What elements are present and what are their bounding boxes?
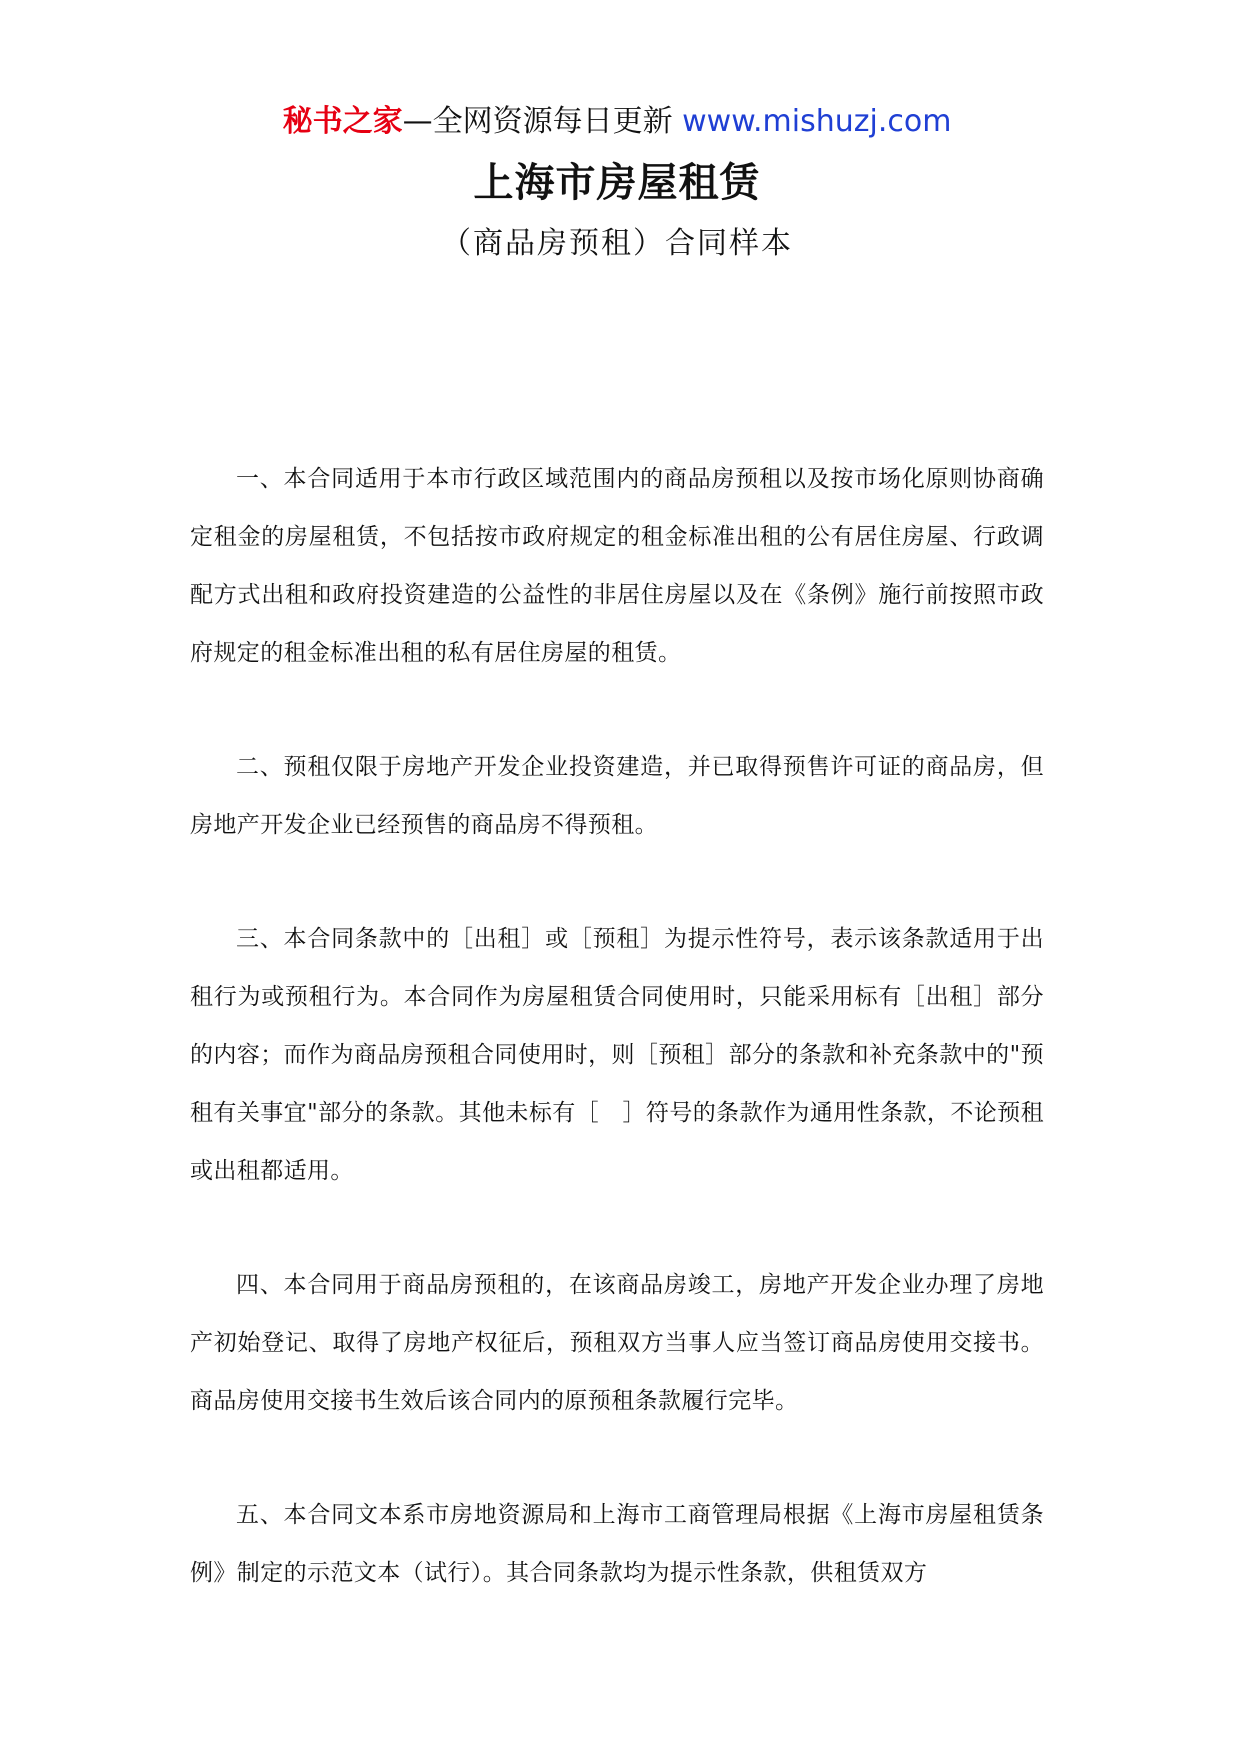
document-subtitle: （商品房预租）合同样本 <box>441 226 793 261</box>
paragraph-2: 二、预租仅限于房地产开发企业投资建造，并已取得预售许可证的商品房，但房地产开发企业已经预售的商品房不得预租。 <box>190 754 1044 838</box>
site-tagline: —全网资源每日更新 <box>402 104 673 139</box>
site-header <box>0 100 1234 144</box>
document-body <box>190 450 1044 1658</box>
site-url-link[interactable]: www.mishuzj.com <box>682 104 952 139</box>
paragraph-4: 四、本合同用于商品房预租的，在该商品房竣工，房地产开发企业办理了房地产初始登记、取得了房地产权征后，预租双方当事人应当签订商品房使用交接书。商品房使用交接书生效后该合同内的原预租条款履行完毕。 <box>190 1272 1044 1414</box>
paragraph-3: 三、本合同条款中的［出租］或［预租］为提示性符号，表示该条款适用于出租行为或预租行为。本合同作为房屋租赁合同使用时，只能采用标有［出租］部分的内容；而作为商品房预租合同使用时，则［预租］部分的条款和补充条款中的"预租有关事宜"部分的条款。其他未标有［ ］符号的条款作为通用性条款，不论预租或出租都适用。 <box>190 926 1044 1184</box>
document-title: 上海市房屋租赁 <box>473 160 761 206</box>
site-brand: 秘书之家 <box>282 104 403 139</box>
paragraph-5: 五、本合同文本系市房地资源局和上海市工商管理局根据《上海市房屋租赁条例》制定的示范文本（试行）。其合同条款均为提示性条款，供租赁双方 <box>190 1502 1044 1586</box>
paragraph-1: 一、本合同适用于本市行政区域范围内的商品房预租以及按市场化原则协商确定租金的房屋租赁，不包括按市政府规定的租金标准出租的公有居住房屋、行政调配方式出租和政府投资建造的公益性的非居住房屋以及在《条例》施行前按照市政府规定的租金标准出租的私有居住房屋的租赁。 <box>190 466 1044 666</box>
